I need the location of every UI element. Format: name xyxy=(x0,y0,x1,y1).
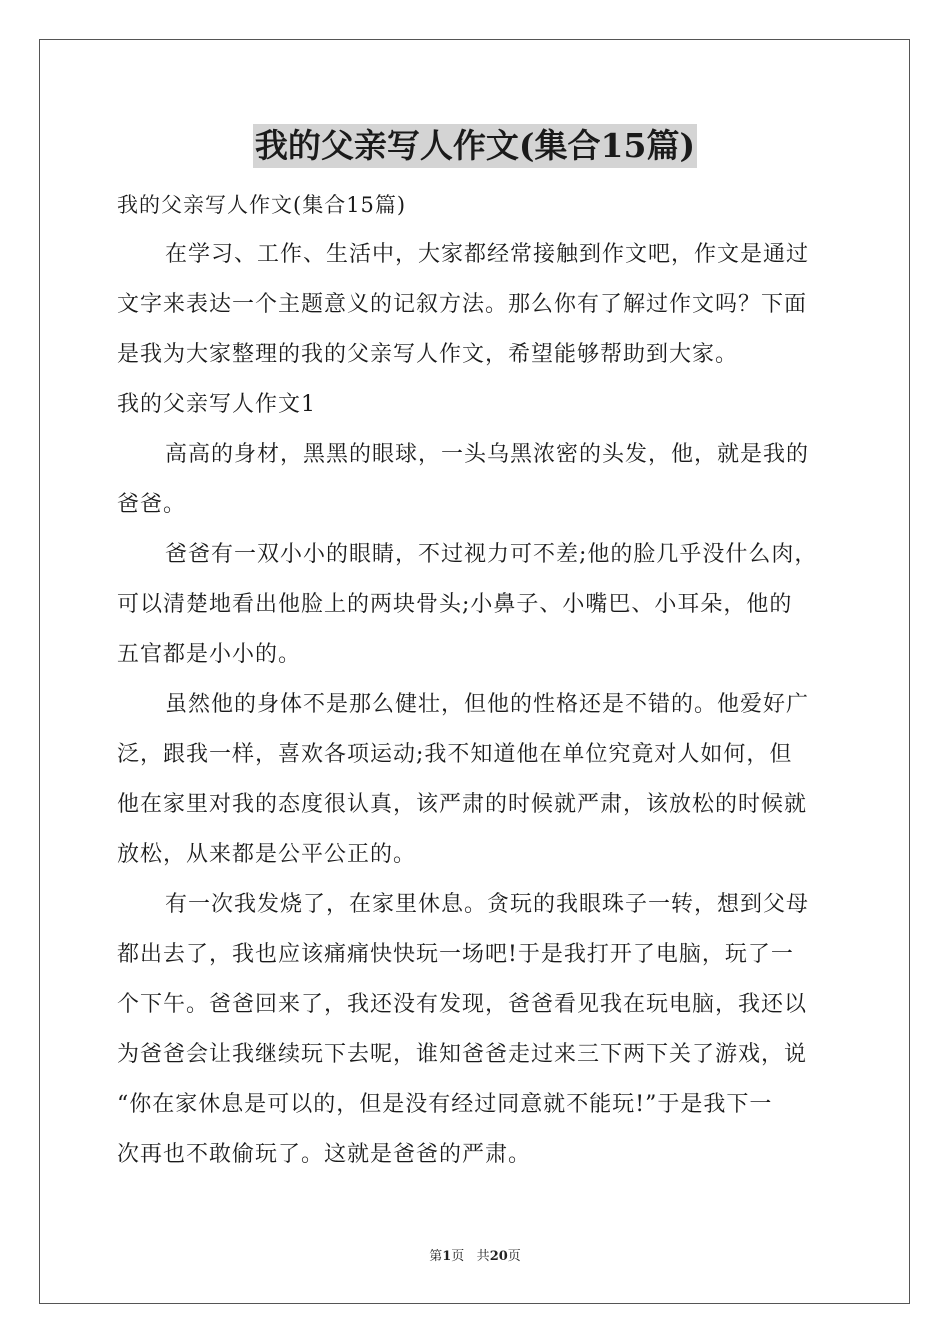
total-suffix: 页 xyxy=(507,1249,521,1264)
total-pages: 20 xyxy=(489,1249,508,1264)
text-line: 可以清楚地看出他脸上的两块骨头;小鼻子、小嘴巴、小耳朵，他的 xyxy=(117,592,793,617)
document-body xyxy=(117,180,833,1180)
text-line: 个下午。爸爸回来了，我还没有发现，爸爸看见我在玩电脑，我还以 xyxy=(117,992,808,1017)
document-subtitle: 我的父亲写人作文(集合15篇) xyxy=(117,193,407,217)
text-line: 有一次我发烧了，在家里休息。贪玩的我眼珠子一转，想到父母 xyxy=(165,892,810,917)
text-line: “你在家休息是可以的，但是没有经过同意就不能玩!”于是我下一 xyxy=(117,1092,773,1117)
text-line: 次再也不敢偷玩了。这就是爸爸的严肃。 xyxy=(117,1142,532,1167)
document-title: 我的父亲写人作文(集合15篇) xyxy=(253,124,697,168)
text-line: 文字来表达一个主题意义的记叙方法。那么你有了解过作文吗？下面 xyxy=(117,292,808,317)
total-prefix: 共 xyxy=(476,1249,490,1264)
title-container xyxy=(0,124,950,168)
page-prefix: 第 xyxy=(429,1249,443,1264)
text-line: 放松，从来都是公平公正的。 xyxy=(117,842,417,867)
text-line: 虽然他的身体不是那么健壮，但他的性格还是不错的。他爱好广 xyxy=(165,692,810,717)
page-footer xyxy=(0,1245,950,1264)
text-line: 爸爸有一双小小的眼睛，不过视力可不差;他的脸几乎没什么肉， xyxy=(165,542,818,567)
text-line: 五官都是小小的。 xyxy=(117,642,302,667)
text-line: 在学习、工作、生活中，大家都经常接触到作文吧，作文是通过 xyxy=(165,242,810,267)
text-line: 都出去了，我也应该痛痛快快玩一场吧!于是我打开了电脑，玩了一 xyxy=(117,942,794,967)
text-line: 为爸爸会让我继续玩下去呢，谁知爸爸走过来三下两下关了游戏，说 xyxy=(117,1042,808,1067)
text-line: 他在家里对我的态度很认真，该严肃的时候就严肃，该放松的时候就 xyxy=(117,792,808,817)
text-line: 是我为大家整理的我的父亲写人作文，希望能够帮助到大家。 xyxy=(117,342,739,367)
text-line: 我的父亲写人作文1 xyxy=(117,392,316,417)
page-number: 1 xyxy=(442,1249,452,1264)
text-line: 泛，跟我一样，喜欢各项运动;我不知道他在单位究竟对人如何，但 xyxy=(117,742,793,767)
paragraph-lines xyxy=(117,230,833,1180)
page-suffix: 页 xyxy=(451,1249,465,1264)
text-line: 爸爸。 xyxy=(117,492,187,517)
text-line: 高高的身材，黑黑的眼球，一头乌黑浓密的头发，他，就是我的 xyxy=(165,442,810,467)
